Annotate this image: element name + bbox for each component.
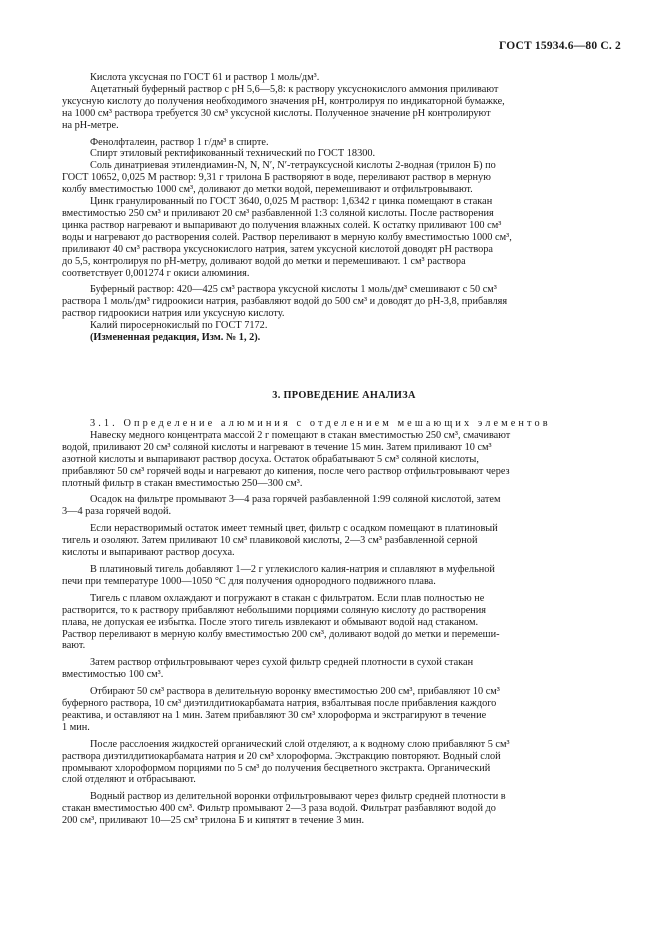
text-line: печи при температуре 1000—1050 °С для получения однородного подвижного плава. — [62, 575, 436, 587]
text-line: на 1000 см³ раствора требуется 30 см³ уксусной кислоты. Полученное значение pH контролируют — [62, 107, 491, 119]
text-line: Раствор переливают в мерную колбу вместимостью 200 см³, доливают водой до метки и перемеши- — [62, 628, 500, 640]
text-line: 1 мин. — [62, 721, 90, 733]
text-line: В платиновый тигель добавляют 1—2 г углекислого калия-натрия и сплавляют в муфельной — [90, 563, 495, 575]
text-line: Осадок на фильтре промывают 3—4 раза горячей разбавленной 1:99 соляной кислотой, затем — [90, 494, 501, 506]
text-line: воды и нагревают до растворения солей. Раствор переливают в мерную колбу вместимостью 1000 см³, — [62, 231, 512, 243]
text-line: 3—4 раза горячей водой. — [62, 506, 172, 518]
text-line: После расслоения жидкостей органический слой отделяют, а к водному слою прибавляют 5 см³ — [90, 738, 510, 750]
text-line: Цинк гранулированный по ГОСТ 3640, 0,025 М раствор: 1,6342 г цинка помещают в стакан — [90, 196, 493, 208]
page-header: ГОСТ 15934.6—80 С. 2 — [498, 40, 621, 52]
text-line: приливают 40 см³ раствора уксуснокислого натрия, затем уксусной кислотой доводят pH раствора — [62, 243, 493, 255]
text-line: вают. — [62, 640, 86, 652]
text-line: реактива, и оставляют на 1 мин. Затем прибавляют 30 см³ хлороформа и экстрагируют в течение — [62, 709, 487, 721]
text-line: Фенолфталеин, раствор 1 г/дм³ в спирте. — [90, 136, 269, 148]
text-line: стакан вместимостью 400 см³. Фильтр промывают 2—3 раза водой. Фильтрат разбавляют водой до — [62, 803, 496, 815]
text-line: Если нерастворимый остаток имеет темный цвет, фильтр с осадком помещают в платиновый — [90, 523, 498, 535]
text-line: соответствует 0,001274 г окиси алюминия. — [62, 267, 250, 279]
text-line: раствор гидроокиси натрия или уксусную кислоту. — [62, 308, 285, 320]
text-line: буферного раствора, 10 см³ диэтилдитиокарбамата натрия, взбалтывая после прибавления каждого — [62, 698, 497, 710]
text-line: 200 см³, приливают 10—25 см³ трилона Б и кипятят в течение 3 мин. — [62, 815, 365, 827]
text-line: вместимостью 250 см³ и приливают 20 см³ разбавленной 1:3 соляной кислоты. После растворения — [62, 207, 494, 219]
section-title: 3. ПРОВЕДЕНИЕ АНАЛИЗА — [272, 390, 416, 401]
text-line: Затем раствор отфильтровывают через сухой фильтр средней плотности в сухой стакан — [90, 657, 474, 669]
text-line: раствора диэтилдитиокарбамата натрия и 20 см³ хлороформа. Экстракцию повторяют. Водный слой — [62, 750, 501, 762]
text-line: Водный раствор из делительной воронки отфильтровывают через фильтр средней плотности в — [90, 791, 506, 803]
text-line: цинка раствор нагревают и выпаривают до получения влажных солей. К остатку приливают 100 см³ — [62, 219, 502, 231]
text-line: на pH-метре. — [62, 119, 119, 131]
text-line: Навеску медного концентрата массой 2 г помещают в стакан вместимостью 250 см³, смачивают — [90, 429, 511, 441]
text-line: Отбирают 50 см³ раствора в делительную воронку вместимостью 200 см³, прибавляют 10 см³ — [90, 686, 500, 698]
text-line: Тигель с плавом охлаждают и погружают в стакан с фильтратом. Если плав полностью не — [90, 592, 485, 604]
text-line: тигель и озоляют. Затем приливают 10 см³ плавиковой кислоты, 2—3 см³ разбавленной серной — [62, 535, 478, 547]
text-line: водой, приливают 20 см³ соляной кислоты и нагревают в течение 15 мин. Затем приливают 10 см³ — [62, 441, 492, 453]
text-line: прибавляют 50 см³ горячей воды и нагревают до кипения, после чего раствор отфильтровывают через — [62, 465, 510, 477]
text-line: Спирт этиловый ректификованный технический по ГОСТ 18300. — [90, 148, 376, 160]
text-line: плотный фильтр в стакан вместимостью 250—300 см³. — [62, 477, 303, 489]
text-line: колбу вместимостью 1000 см³, доливают до метки водой, перемешивают и отфильтровывают. — [62, 184, 473, 196]
text-line: до 5,5, контролируя по pH-метру, доливают водой до метки и перемешивают. 1 см³ раствора — [62, 255, 466, 267]
analysis-section — [62, 418, 598, 827]
text-line: раствора 1 моль/дм³ гидроокиси натрия, разбавляют водой до 500 см³ и доводят до pH-3,8, прибавляя — [62, 296, 508, 308]
amendment-note: (Измененная редакция, Изм. № 1, 2). — [90, 332, 261, 344]
text-line: Соль динатриевая этилендиамин-N, N, N′, N′-тетрауксусной кислоты 2-водная (трилон Б) по — [90, 160, 496, 172]
text-line: слой отделяют и отбрасывают. — [62, 774, 196, 786]
text-line: Кислота уксусная по ГОСТ 61 и раствор 1 моль/дм³. — [90, 72, 320, 83]
text-line: вместимостью 100 см³. — [62, 669, 164, 681]
text-line: плава, не допуская ее избытка. После этого тигель извлекают и обмывают водой над стаканом. — [62, 616, 479, 628]
subsection-title: 3.1. Определение алюминия с отделением мешающих элементов — [90, 418, 551, 429]
text-line: азотной кислоты и выпаривают раствор досуха. Остаток обрабатывают 5 см³ соляной кислоты, — [62, 453, 479, 465]
text-line: растворится, то к раствору прибавляют небольшими порциями соляную кислоту до растворения — [62, 604, 487, 616]
text-line: уксусную кислоту до получения необходимого значения pH, контролируя по индикаторной бумажке, — [62, 95, 505, 107]
text-line: кислоты и выпаривают раствор досуха. — [62, 547, 235, 559]
reagents-section — [62, 72, 598, 344]
text-line: ГОСТ 10652, 0,025 М раствор: 9,31 г трилона Б растворяют в воде, переливают раствор в мерную — [62, 172, 491, 184]
text-line: Ацетатный буферный раствор с pH 5,6—5,8: к раствору уксуснокислого аммония приливают — [90, 83, 499, 95]
text-line: промывают хлороформом порциями по 5 см³ до получения бесцветного экстракта. Органический — [62, 762, 491, 774]
text-line: Буферный раствор: 420—425 см³ раствора уксусной кислоты 1 моль/дм³ смешивают с 50 см³ — [90, 284, 497, 296]
text-line: Калий пиросернокислый по ГОСТ 7172. — [90, 320, 268, 332]
